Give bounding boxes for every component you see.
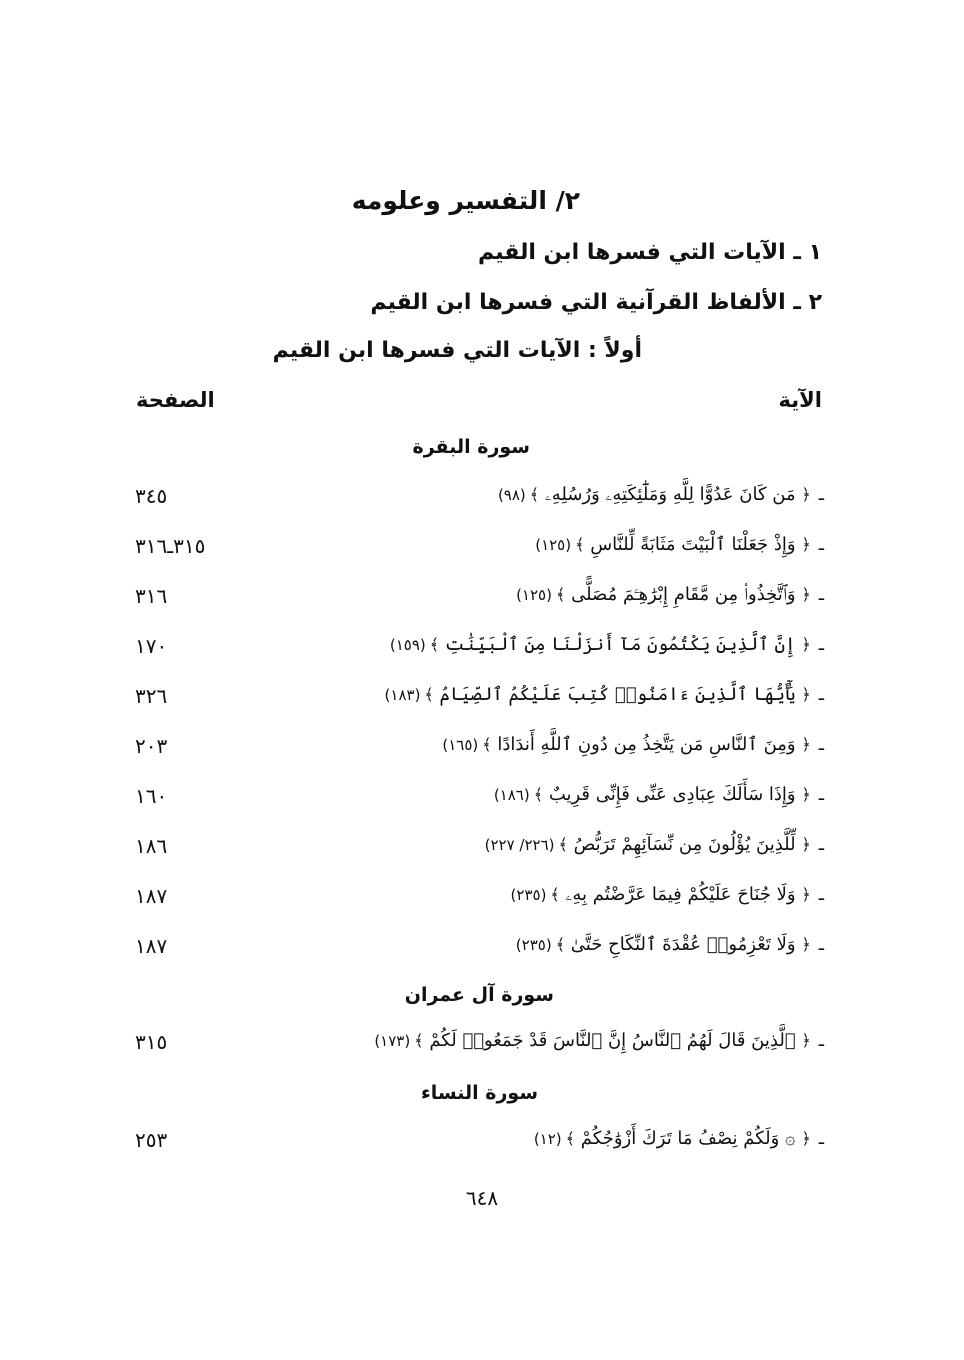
verse-text — [516, 584, 824, 605]
page-reference: ١٨٧ — [135, 884, 168, 908]
ornate-bracket-open-icon: ﴿ — [801, 485, 811, 504]
row-dash: ـ — [818, 934, 824, 955]
part-title: أولاً : الآيات التي فسرها ابن القيم — [272, 338, 642, 363]
verse-words: يَٰٓأَيُّهَا ٱلَّذِينَ ءَامَنُوا۟ كُتِبَ عَلَيْكُمُ ٱلصِّيَامُ — [439, 684, 796, 705]
verse-text — [494, 784, 824, 805]
ornate-bracket-open-icon: ﴿ — [801, 1129, 811, 1148]
verse-row — [120, 734, 824, 774]
verse-reference: (١٥٩) — [389, 636, 426, 654]
ornate-bracket-open-icon: ﴿ — [801, 835, 811, 854]
verse-words: وَلَا جُنَاحَ عَلَيْكُمْ فِيمَا عَرَّضْتُم بِهِۦ — [565, 884, 796, 905]
verse-text — [485, 834, 824, 855]
row-dash: ـ — [818, 584, 824, 605]
verse-reference: (٩٨) — [497, 486, 526, 504]
page-reference: ٣١٥ـ٣١٦ — [135, 534, 206, 558]
verse-row — [120, 684, 824, 724]
ornate-bracket-open-icon: ﴿ — [801, 685, 811, 704]
verse-text — [498, 484, 824, 505]
verse-row — [120, 534, 824, 574]
surah-heading-al-imran: سورة آل عمران — [404, 984, 554, 1006]
page-reference: ٣١٦ — [135, 584, 168, 608]
ornate-bracket-close-icon: ﴾ — [555, 585, 566, 604]
verse-words: وَلَا تَعْزِمُوا۟ عُقْدَةَ ٱلنِّكَاحِ حَتَّىٰ — [570, 934, 796, 955]
verse-row — [120, 784, 824, 824]
page-number: ٦٤٨ — [465, 1186, 499, 1210]
verse-words: مَن كَانَ عَدُوًّا لِلَّهِ وَمَلَٰٓئِكَتِهِۦ وَرُسُلِهِۦ — [544, 484, 796, 505]
ornate-bracket-close-icon: ﴾ — [529, 485, 540, 504]
row-dash: ـ — [818, 784, 824, 805]
verse-reference: (١٢٥) — [516, 586, 552, 604]
ornate-bracket-open-icon: ﴿ — [801, 585, 811, 604]
verse-row — [120, 934, 824, 974]
ornate-bracket-close-icon: ﴾ — [565, 1129, 576, 1148]
verse-reference: (١٨٦) — [493, 786, 530, 804]
verse-reference: (١٢٥) — [535, 536, 572, 554]
surah-heading-baqarah: سورة البقرة — [412, 436, 530, 458]
ornate-bracket-open-icon: ﴿ — [801, 785, 811, 804]
ornate-bracket-open-icon: ﴿ — [801, 735, 811, 754]
surah-heading-nisa: سورة النساء — [421, 1082, 538, 1104]
verse-reference: (٢٢٦/ ٢٢٧) — [484, 836, 555, 854]
ornate-bracket-close-icon: ﴾ — [424, 685, 434, 704]
verse-text — [511, 884, 824, 905]
page-reference: ٣١٥ — [135, 1030, 168, 1054]
verse-row — [120, 484, 824, 524]
ornate-bracket-open-icon: ﴿ — [801, 935, 811, 954]
verse-reference: (٢٣٥) — [515, 936, 552, 954]
page-reference: ١٧٠ — [135, 634, 168, 658]
row-dash: ـ — [818, 884, 824, 905]
verse-words: ۞ وَلَكُمْ نِصْفُ مَا تَرَكَ أَزْوَٰجُكُمْ — [580, 1128, 796, 1149]
ornate-bracket-close-icon: ﴾ — [533, 785, 544, 804]
row-dash: ـ — [818, 834, 824, 855]
verse-words: لِّلَّذِينَ يُؤْلُونَ مِن نِّسَآئِهِمْ تَرَبُّصُ — [573, 834, 796, 855]
page-reference: ٣٢٦ — [135, 684, 168, 708]
verse-reference: (٢٣٥) — [510, 886, 547, 904]
row-dash: ـ — [818, 684, 824, 705]
verse-words: ٱلَّذِينَ قَالَ لَهُمُ ٱلنَّاسُ إِنَّ ٱلنَّاسَ قَدْ جَمَعُوا۟ لَكُمْ — [429, 1030, 796, 1051]
verse-text — [516, 934, 824, 955]
verse-row — [120, 634, 824, 674]
row-dash: ـ — [818, 1030, 824, 1051]
ornate-bracket-open-icon: ﴿ — [801, 535, 811, 554]
verse-row — [120, 884, 824, 924]
topic-item-1: ١ ـ الآيات التي فسرها ابن القيم — [478, 240, 822, 265]
verse-reference: (١٢) — [533, 1130, 562, 1148]
ornate-bracket-open-icon: ﴿ — [801, 635, 811, 654]
ornate-bracket-close-icon: ﴾ — [429, 635, 440, 654]
row-dash: ـ — [818, 534, 824, 555]
verse-words: وَإِذْ جَعَلْنَا ٱلْبَيْتَ مَثَابَةً لِّلنَّاسِ — [590, 534, 796, 555]
ornate-bracket-close-icon: ﴾ — [558, 835, 568, 854]
verse-reference: (١٦٥) — [442, 736, 479, 754]
verse-words: وَٱتَّخِذُوا۟ مِن مَّقَامِ إِبْرَٰهِـۧمَ مُصَلًّى — [571, 584, 796, 605]
verse-text — [442, 734, 824, 755]
verse-reference: (١٨٣) — [384, 686, 421, 704]
ornate-bracket-close-icon: ﴾ — [414, 1031, 424, 1050]
verse-row — [120, 834, 824, 874]
verse-text — [385, 684, 824, 705]
verse-row — [120, 1128, 824, 1168]
topic-item-2: ٢ ـ الألفاظ القرآنية التي فسرها ابن القيم — [370, 290, 822, 315]
page-reference: ٣٤٥ — [135, 484, 168, 508]
verse-words: إِنَّ ٱلَّذِينَ يَكْتُمُونَ مَآ أَنزَلْنَا مِنَ ٱلْبَيِّنَٰتِ — [444, 634, 796, 655]
ornate-bracket-open-icon: ﴿ — [801, 885, 811, 904]
verse-row — [120, 584, 824, 624]
ornate-bracket-open-icon: ﴿ — [801, 1031, 811, 1050]
ornate-bracket-close-icon: ﴾ — [575, 535, 585, 554]
verse-text — [390, 634, 824, 655]
ornate-bracket-close-icon: ﴾ — [550, 885, 560, 904]
row-dash: ـ — [818, 734, 824, 755]
row-dash: ـ — [818, 484, 824, 505]
page-reference: ١٦٠ — [135, 784, 168, 808]
verse-text — [534, 1128, 824, 1149]
verse-text — [374, 1030, 824, 1051]
verse-words: وَمِنَ ٱلنَّاسِ مَن يَتَّخِذُ مِن دُونِ ٱللَّهِ أَندَادًا — [497, 734, 796, 755]
verse-reference: (١٧٣) — [374, 1032, 411, 1050]
page-reference: ١٨٧ — [135, 934, 168, 958]
verse-text — [535, 534, 824, 555]
row-dash: ـ — [818, 634, 824, 655]
ayah-column-header: الآية — [778, 388, 822, 412]
ornate-bracket-close-icon: ﴾ — [482, 735, 492, 754]
page-reference: ٢٥٣ — [135, 1128, 168, 1152]
page-column-header: الصفحة — [136, 388, 215, 412]
page-reference: ٢٠٣ — [135, 734, 168, 758]
section-title: ٢/ التفسير وعلومه — [351, 186, 580, 215]
row-dash: ـ — [818, 1128, 824, 1149]
verse-words: وَإِذَا سَأَلَكَ عِبَادِى عَنِّى فَإِنِّى قَرِيبٌ — [548, 784, 796, 805]
ornate-bracket-close-icon: ﴾ — [555, 935, 566, 954]
verse-row — [120, 1030, 824, 1070]
page-reference: ١٨٦ — [135, 834, 168, 858]
